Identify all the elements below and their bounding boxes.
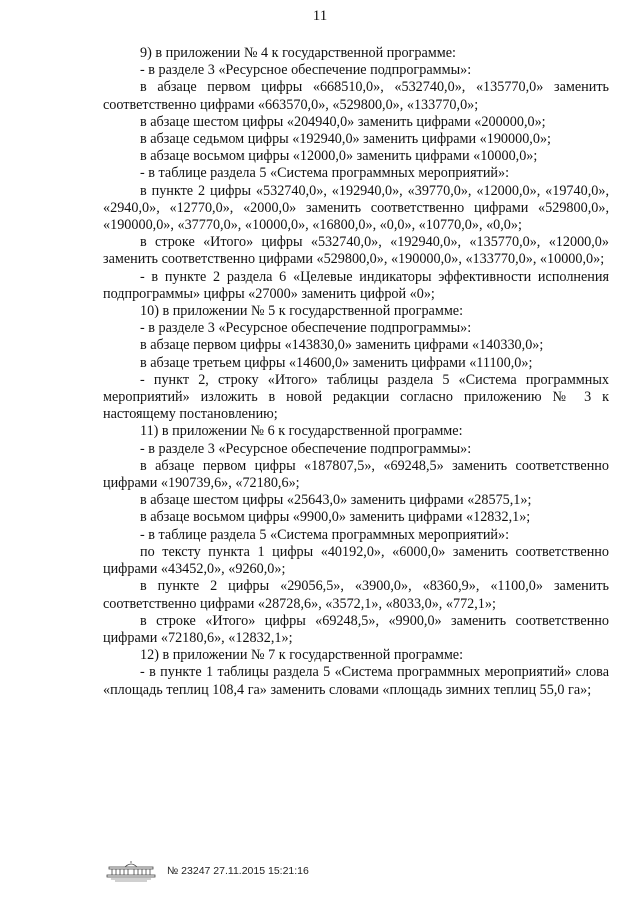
paragraph: - в разделе 3 «Ресурсное обеспечение подпрограммы»: — [140, 62, 472, 79]
paragraph: в строке «Итого» цифры «532740,0», «192940,0», «135770,0», «12000,0» заменить соответственно цифрами «529800,0», «190000,0», «133770,0», «10000,0»; — [103, 234, 609, 268]
paragraph: в строке «Итого» цифры «69248,5», «9900,0» заменить соответственно цифрами «72180,6», «12832,1»; — [103, 612, 609, 646]
paragraph: в абзаце седьмом цифры «192940,0» заменить цифрами «190000,0»; — [140, 131, 551, 148]
government-building-stamp-icon — [103, 860, 159, 882]
paragraph: в абзаце восьмом цифры «9900,0» заменить цифрами «12832,1»; — [140, 509, 531, 526]
paragraph: в абзаце первом цифры «187807,5», «69248,5» заменить соответственно цифрами «190739,6», «72180,6»; — [103, 457, 609, 492]
page-number: 11 — [312, 8, 328, 24]
paragraph: - в разделе 3 «Ресурсное обеспечение подпрограммы»: — [140, 440, 472, 457]
paragraph: 10) в приложении № 5 к государственной программе: — [140, 303, 464, 320]
paragraph: в абзаце первом цифры «668510,0», «532740,0», «135770,0» заменить соответственно цифрами «663570,0», «529800,0», «133770,0»; — [103, 79, 609, 113]
paragraph: в абзаце восьмом цифры «12000,0» заменить цифрами «10000,0»; — [140, 148, 538, 165]
paragraph: в пункте 2 цифры «532740,0», «192940,0», «39770,0», «12000,0», «19740,0», «2940,0», «12770,0», «2000,0» заменить соответственно цифрами «529800,0», «190000,0», «37770,0», «10000,0», «16800,0», «0,0», «10770,0», «0,0»; — [103, 182, 609, 234]
paragraph: в абзаце третьем цифры «14600,0» заменить цифрами «11100,0»; — [140, 354, 533, 371]
paragraph: - в пункте 1 таблицы раздела 5 «Система программных мероприятий» слова «площадь теплиц 108,4 га» заменить словами «площадь зимних теплиц 55,0 га»; — [103, 664, 609, 698]
paragraph: 11) в приложении № 6 к государственной программе: — [140, 423, 463, 440]
document-body — [103, 45, 609, 699]
paragraph: в пункте 2 цифры «29056,5», «3900,0», «8360,9», «1100,0» заменить соответственно цифрами «28728,6», «3572,1», «8033,0», «772,1»; — [103, 578, 609, 612]
registration-info: № 23247 27.11.2015 15:21:16 — [167, 865, 309, 877]
paragraph: - в таблице раздела 5 «Система программных мероприятий»: — [140, 165, 510, 182]
paragraph: по тексту пункта 1 цифры «40192,0», «6000,0» заменить соответственно цифрами «43452,0», «9260,0»; — [103, 543, 609, 578]
paragraph: в абзаце первом цифры «143830,0» заменить цифрами «140330,0»; — [140, 337, 544, 354]
paragraph: - пункт 2, строку «Итого» таблицы раздела 5 «Система программных мероприятий» изложить в новой редакции согласно приложению № 3 к настоящему постановлению; — [103, 371, 609, 423]
paragraph: - в таблице раздела 5 «Система программных мероприятий»: — [140, 526, 510, 543]
paragraph: в абзаце шестом цифры «25643,0» заменить цифрами «28575,1»; — [140, 492, 532, 509]
paragraph: 12) в приложении № 7 к государственной программе: — [140, 647, 464, 664]
paragraph: в абзаце шестом цифры «204940,0» заменить цифрами «200000,0»; — [140, 113, 546, 130]
paragraph: - в разделе 3 «Ресурсное обеспечение подпрограммы»: — [140, 320, 472, 337]
paragraph: 9) в приложении № 4 к государственной программе: — [140, 45, 456, 61]
registration-footer — [103, 858, 309, 884]
paragraph: - в пункте 2 раздела 6 «Целевые индикаторы эффективности исполнения подпрограммы» цифры «27000» заменить цифрой «0»; — [103, 268, 609, 302]
